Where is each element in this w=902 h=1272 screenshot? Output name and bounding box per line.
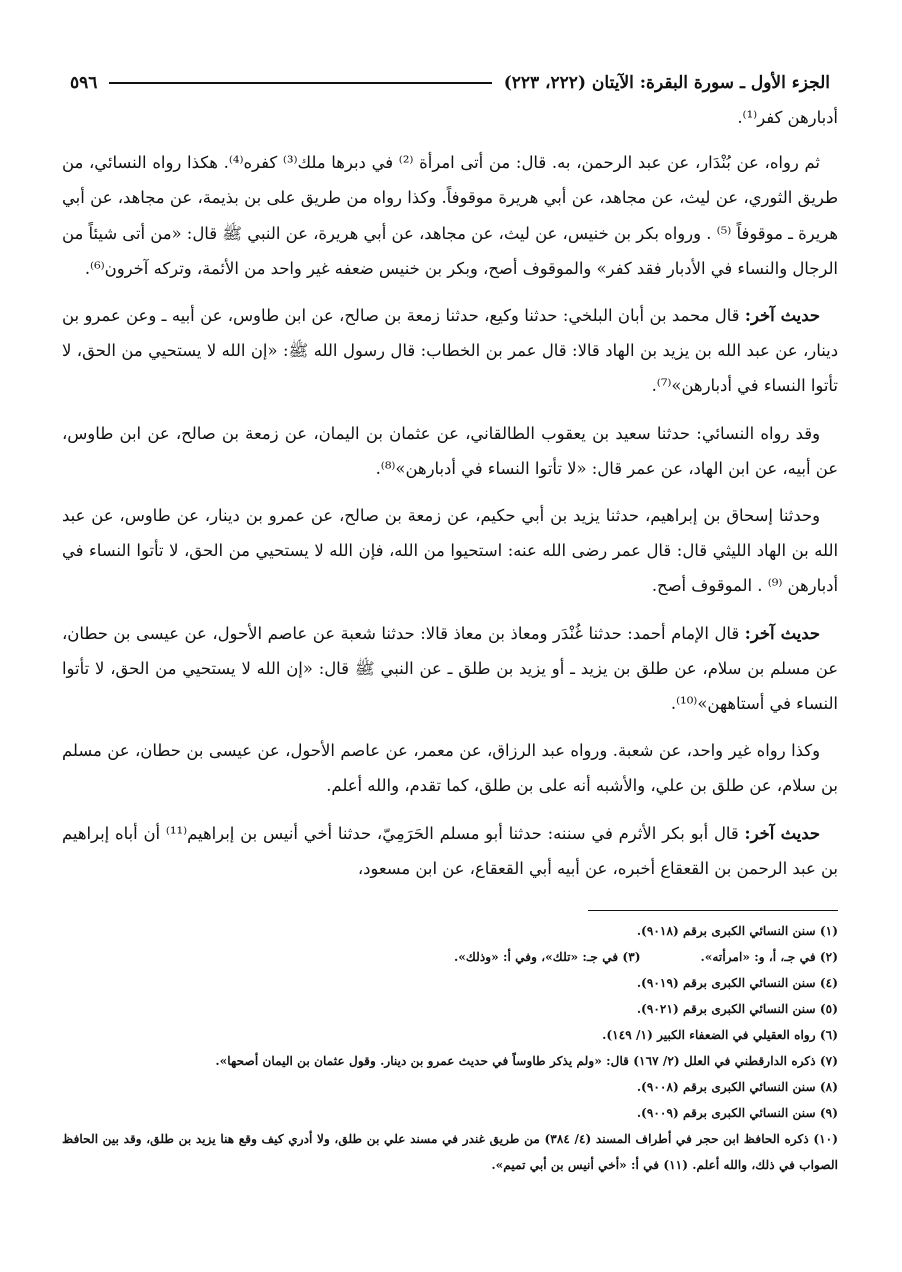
section-lead: حديث آخر: <box>744 623 820 643</box>
paragraph-text: قال الإمام أحمد: حدثنا غُنْدَر ومعاذ بن معاذ قالا: حدثنا شعبة عن عاصم الأحول، عن عيسى بن حطان، عن مسلم بن سلام، عن طلق بن يزيد ـ أو يزيد بن طلق ـ عن النبي ﷺ قال: «إن الله لا يستحيي من الحق، لا تأتوا النساء في أستاههن»⁽¹⁰⁾. <box>62 623 838 714</box>
section-lead: حديث آخر: <box>744 306 820 326</box>
footnote <box>62 1126 838 1178</box>
footnote: (١) سنن النسائي الكبرى برقم (٩٠١٨). <box>636 924 838 938</box>
page-header <box>70 68 830 98</box>
footnote: (٤) سنن النسائي الكبرى برقم (٩٠١٩). <box>636 976 838 990</box>
paragraph <box>62 100 838 135</box>
footnote: (٩) سنن النسائي الكبرى برقم (٩٠٠٩). <box>636 1106 838 1120</box>
paragraph-text: قال أبو بكر الأثرم في سننه: حدثنا أبو مسلم الحَرَمِيّ، حدثنا أخي أنيس بن إبراهيم⁽¹¹⁾ أن أباه إبراهيم بن عبد الرحمن بن القعقاع أخبره، عن أبيه أبي القعقاع، عن ابن مسعود، <box>62 823 838 878</box>
footnote: (٣) في جـ: «تلك»، وفي أ: «وذلك». <box>453 950 641 964</box>
header-rule <box>109 82 491 84</box>
paragraph-text: وكذا رواه غير واحد، عن شعبة. ورواه عبد الرزاق، عن معمر، عن عاصم الأحول، عن عيسى بن حطان، عن مسلم بن سلام، عن طلق بن علي، والأشبه أنه على بن طلق، كما تقدم، والله أعلم. <box>62 741 838 796</box>
paragraph <box>62 498 838 604</box>
paragraph <box>62 733 838 803</box>
paragraph <box>62 816 838 886</box>
main-text <box>62 100 838 898</box>
page-number: ٥٩٦ <box>70 73 98 93</box>
section-lead: حديث آخر: <box>744 823 820 843</box>
footnote: (٥) سنن النسائي الكبرى برقم (٩٠٢١). <box>636 1002 838 1016</box>
footnote-rule <box>588 910 838 911</box>
paragraph-text: أدبارهن كفر⁽¹⁾. <box>737 108 838 127</box>
paragraph <box>62 145 838 286</box>
footnote-text: (١١) في أ: «أخي أنيس بن أبي تميم». <box>491 1158 689 1172</box>
footnote: (٧) ذكره الدارقطني في العلل (٢/ ١٦٧) قال: «ولم يذكر طاوساً في حديث عمرو بن دينار. وقول عثمان بن اليمان أصحها». <box>215 1054 838 1068</box>
paragraph-text: قال محمد بن أبان البلخي: حدثنا وكيع، حدثنا زمعة بن صالح، عن ابن طاوس، عن أبيه ـ وعن عمرو بن دينار، عن عبد الله بن يزيد بن الهاد قالا: قال عمر بن الخطاب: قال رسول الله ﷺ: «إن الله لا يستحيي من الحق، لا تأتوا النساء في أدبارهن»⁽⁷⁾. <box>62 306 838 396</box>
footnote-text: (١٠) ذكره الحافظ ابن حجر في أطراف المسند (٤/ ٣٨٤) من طريق غندر في مسند علي بن طلق، ولا أدري كيف وقع هنا يزيد بن طلق، وقد بين الحافظ الصواب في ذلك، والله أعلم. <box>62 1132 838 1172</box>
paragraph <box>62 416 838 486</box>
paragraph-text: ثم رواه، عن بُنْدَار، عن عبد الرحمن، به. قال: من أتى امرأة ⁽²⁾ في دبرها ملك⁽³⁾ كفره⁽⁴⁾. هكذا رواه النسائي، من طريق الثوري، عن ليث، عن مجاهد، عن أبي هريرة موقوفاً. وكذا رواه من طريق على بن بذيمة، عن مجاهد، عن أبي هريرة ـ موقوفاً ⁽⁵⁾ . ورواه بكر بن خنيس، عن ليث، عن مجاهد، عن أبي هريرة، عن النبي ﷺ قال: «من أتى شيئاً من الرجال والنساء في الأدبار فقد كفر» والموقوف أصح، وبكر بن خنيس ضعفه غير واحد من الأئمة، وتركه آخرون⁽⁶⁾. <box>62 153 839 278</box>
footnote-row <box>62 944 838 970</box>
paragraph <box>62 616 838 722</box>
running-title: الجزء الأول ـ سورة البقرة: الآيتان (٢٢٢، ٢٢٣) <box>503 73 830 93</box>
paragraph-text: وحدثنا إسحاق بن إبراهيم، حدثنا يزيد بن أبي حكيم، عن زمعة بن صالح، عن عمرو بن دينار، عن طاوس، عن عبد الله بن الهاد الليثي قال: قال عمر رضى الله عنه: استحيوا من الله، فإن الله لا يستحيي من الحق، لا تأتوا النساء في أدبارهن ⁽⁹⁾ . الموقوف أصح. <box>62 506 838 596</box>
paragraph-text: وقد رواه النسائي: حدثنا سعيد بن يعقوب الطالقاني، عن عثمان بن اليمان، عن زمعة بن صالح، عن ابن طاوس، عن أبيه، عن ابن الهاد، عن عمر قال: «لا تأتوا النساء في أدبارهن»⁽⁸⁾. <box>62 423 838 478</box>
footnote: (٨) سنن النسائي الكبرى برقم (٩٠٠٨). <box>636 1080 838 1094</box>
footnote: (٦) رواه العقيلي في الضعفاء الكبير (١/ ١٤٩). <box>602 1028 838 1042</box>
footnote: (٢) في جـ، أ، و: «امرأته». <box>700 950 838 964</box>
footnotes <box>62 918 838 1178</box>
paragraph <box>62 298 838 404</box>
